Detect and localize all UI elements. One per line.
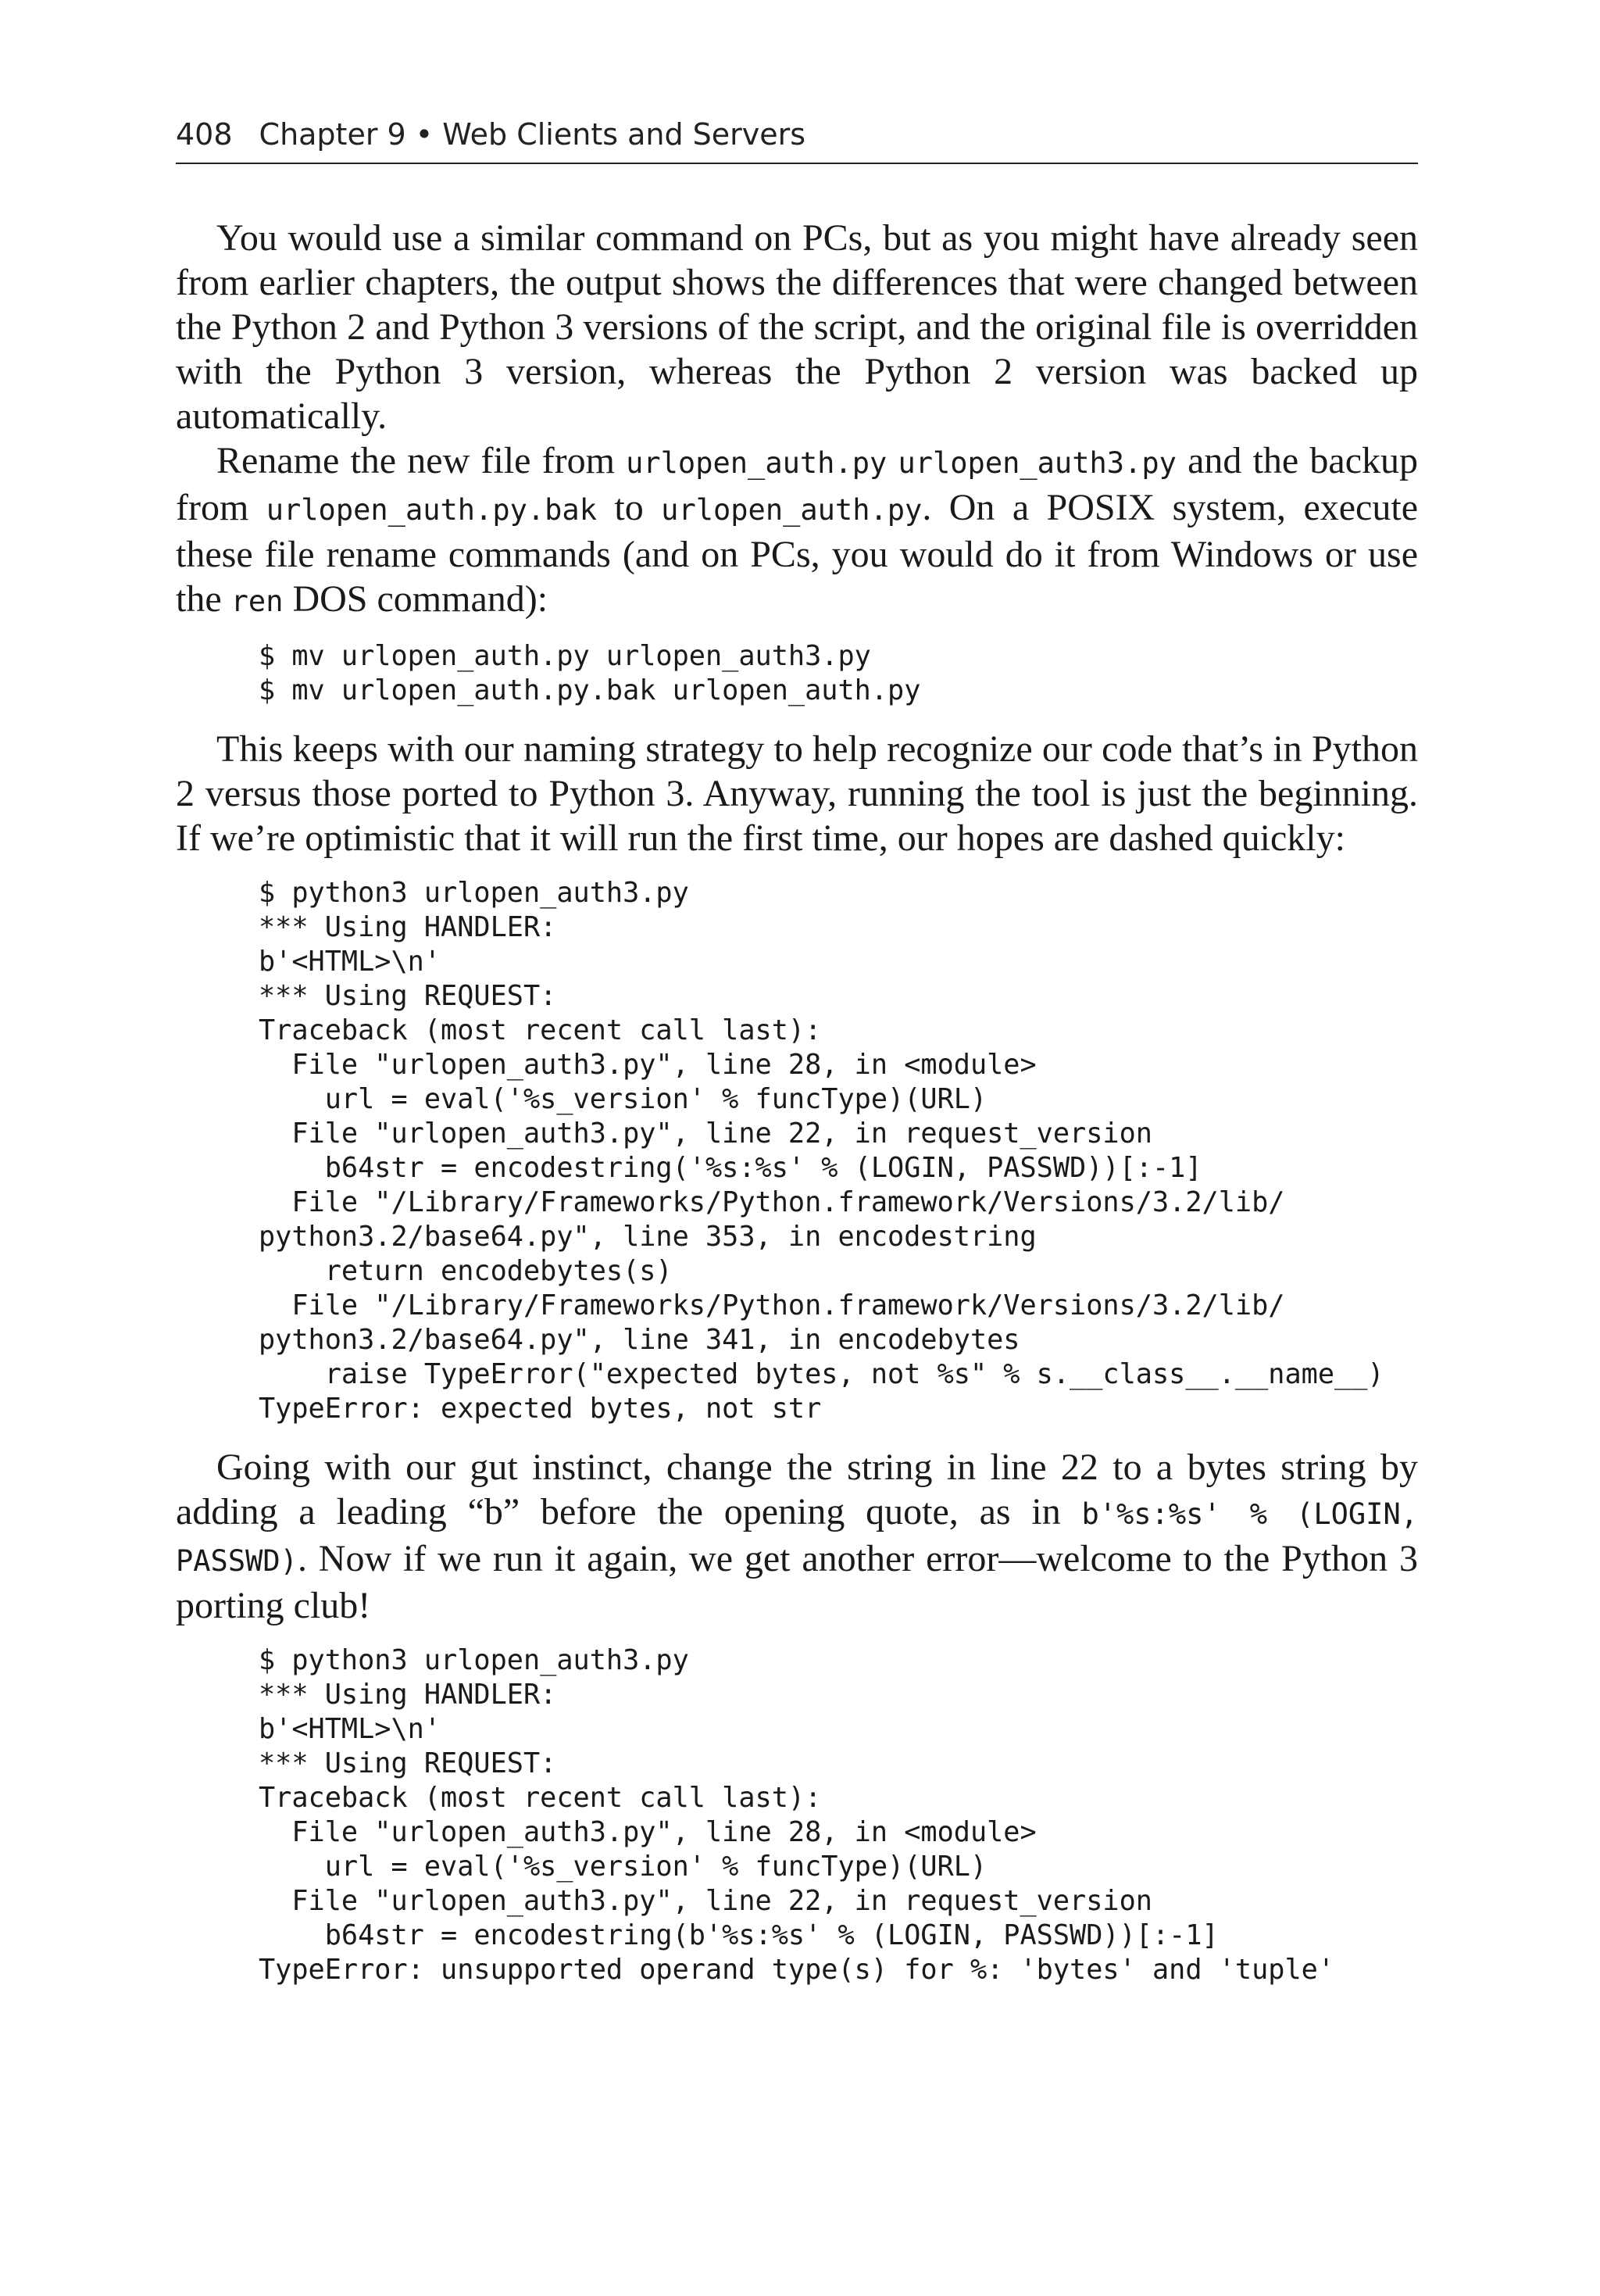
code-listing xyxy=(259,639,1418,708)
inline-code: ren xyxy=(230,585,284,618)
code-line: url = eval('%s_version' % funcType)(URL) xyxy=(259,1083,988,1115)
body-paragraph xyxy=(176,1445,1418,1628)
code-line: TypeError: expected bytes, not str xyxy=(259,1393,822,1425)
code-line: return encodebytes(s) xyxy=(259,1255,673,1287)
code-line: b64str = encodestring('%s:%s' % (LOGIN, PASSWD))[:-1] xyxy=(259,1152,1202,1184)
code-line: TypeError: unsupported operand type(s) for %: 'bytes' and 'tuple' xyxy=(259,1954,1335,1986)
code-listing xyxy=(259,876,1418,1426)
code-line: $ mv urlopen_auth.py.bak urlopen_auth.py xyxy=(259,674,921,706)
code-line: *** Using REQUEST: xyxy=(259,1747,557,1779)
code-line: Traceback (most recent call last): xyxy=(259,1782,822,1814)
text-run: to xyxy=(596,487,662,528)
text-run: This keeps with our naming strategy to help recognize our code that’s in Python 2 versus those ported to Python 3. Anyway, running the tool is just the beginning. If we’re optimistic that it will run the first time, our hopes are dashed quickly: xyxy=(176,728,1418,859)
text-run: Going with our gut instinct, change the string in line 22 to a bytes string by adding a leading “b” before the opening quote, as in xyxy=(176,1447,1418,1532)
body-paragraph xyxy=(176,727,1418,860)
page-number: 408 xyxy=(176,117,233,152)
text-run: . Now if we run it again, we get another error—welcome to the Python 3 porting club! xyxy=(176,1538,1418,1626)
code-line: $ python3 urlopen_auth3.py xyxy=(259,1644,689,1676)
inline-code: urlopen_auth3.py xyxy=(898,446,1177,480)
chapter-title: Chapter 9 • Web Clients and Servers xyxy=(259,117,806,152)
code-listing xyxy=(259,1643,1418,1987)
code-line: File "urlopen_auth3.py", line 28, in <module> xyxy=(259,1816,1037,1848)
text-run: . On a POSIX system, execute these file rename commands (and on PCs, you would do it from Windows or use the xyxy=(176,487,1418,620)
code-line: File "/Library/Frameworks/Python.framework/Versions/3.2/lib/ xyxy=(259,1186,1285,1218)
text-run: You would use a similar command on PCs, but as you might have already seen from earlier chapters, the output shows the differences that were changed between the Python 2 and Python 3 versions of the script, and the original file is overridden with the Python 3 version, whereas the Python 2 version was backed up automatically. xyxy=(176,217,1418,437)
code-line: *** Using REQUEST: xyxy=(259,980,557,1012)
code-line: *** Using HANDLER: xyxy=(259,1679,557,1711)
code-line: b64str = encodestring(b'%s:%s' % (LOGIN, PASSWD))[:-1] xyxy=(259,1919,1219,1951)
inline-code: urlopen_auth.py.bak xyxy=(266,493,597,527)
body-paragraph xyxy=(176,438,1418,624)
inline-code: urlopen_auth.py xyxy=(661,493,923,527)
code-line: raise TypeError("expected bytes, not %s" % s.__class__.__name__) xyxy=(259,1358,1384,1390)
code-line: File "urlopen_auth3.py", line 22, in request_version xyxy=(259,1118,1152,1150)
code-line: $ mv urlopen_auth.py urlopen_auth3.py xyxy=(259,640,871,672)
code-line: b'<HTML>\n' xyxy=(259,946,441,978)
code-line: b'<HTML>\n' xyxy=(259,1713,441,1745)
text-run: DOS command): xyxy=(283,578,548,620)
code-line: File "urlopen_auth3.py", line 28, in <module> xyxy=(259,1049,1037,1081)
running-header xyxy=(176,117,1418,164)
page-body xyxy=(176,216,1418,1987)
text-run xyxy=(887,440,898,481)
code-line: python3.2/base64.py", line 353, in encodestring xyxy=(259,1221,1037,1253)
code-line: File "urlopen_auth3.py", line 22, in request_version xyxy=(259,1885,1152,1917)
body-paragraph xyxy=(176,216,1418,438)
code-line: *** Using HANDLER: xyxy=(259,911,557,943)
inline-code: b'%s:%s' % (LOGIN, PASSWD) xyxy=(176,1497,1418,1578)
inline-code: urlopen_auth.py xyxy=(626,446,888,480)
code-line: Traceback (most recent call last): xyxy=(259,1014,822,1046)
text-run: and the backup from xyxy=(176,440,1419,528)
code-line: $ python3 urlopen_auth3.py xyxy=(259,877,689,909)
text-run: Rename the new file from xyxy=(216,440,627,481)
book-page xyxy=(176,117,1418,2006)
code-line: File "/Library/Frameworks/Python.framework/Versions/3.2/lib/ xyxy=(259,1289,1285,1321)
code-line: python3.2/base64.py", line 341, in encodebytes xyxy=(259,1324,1020,1356)
code-line: url = eval('%s_version' % funcType)(URL) xyxy=(259,1851,988,1883)
